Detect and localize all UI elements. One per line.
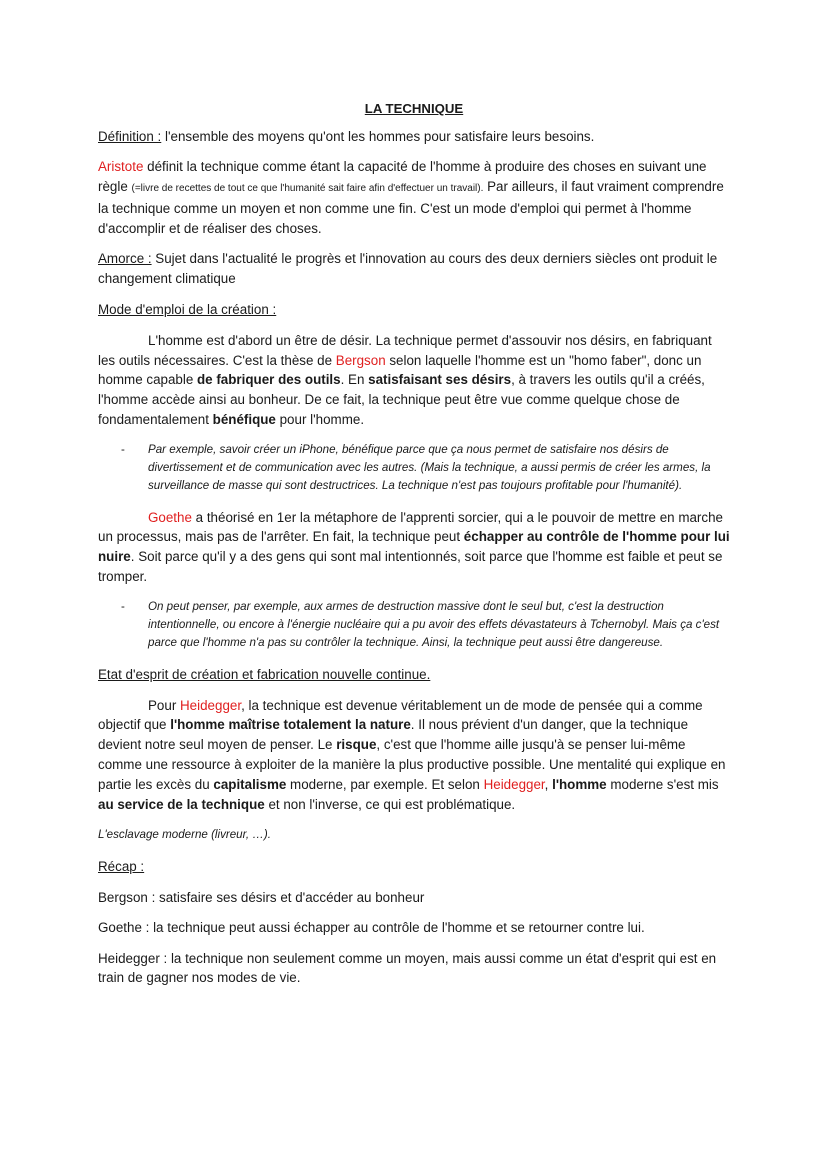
aristote-small-note: (=livre de recettes de tout ce que l'humanité sait faire afin d'effectuer un travail).: [131, 183, 484, 195]
page-title: LA TECHNIQUE: [364, 101, 464, 116]
text-run: moderne s'est mis: [606, 777, 719, 793]
amorce-text: Sujet dans l'actualité le progrès et l'innovation au cours des deux derniers siècles ont produit le changement climatique: [98, 251, 718, 287]
section-heading-etat-esprit: [98, 665, 730, 685]
heidegger-paragraph: [98, 696, 730, 815]
bullet-text: On peut penser, par exemple, aux armes de destruction massive dont le seul but, c'est la destruction intentionnelle, ou encore à l'énergie nucléaire qui a pu avoir des effets dévastateurs à Tchernobyl. Mais ça c'est parce que l'homme n'a pas su contrôler la technique. Ainsi, la technique peut aussi être dangereuse.: [148, 599, 720, 650]
bullet-dash: -: [121, 442, 125, 456]
bold-run: de fabriquer des outils: [197, 372, 341, 388]
definition-text: l'ensemble des moyens qu'ont les hommes pour satisfaire leurs besoins.: [161, 128, 595, 144]
text-run: L'homme est d'abord un être de désir. La technique permet d'assouvir nos désirs, en fabriquant les outils nécessaires. C'est la thèse de: [98, 332, 712, 368]
bullet-dash: -: [121, 599, 125, 613]
bold-run: risque: [336, 737, 377, 753]
text-run: a théorisé en 1er la métaphore de l'apprenti sorcier, qui a le pouvoir de mettre en marche un processus, mais pas de l'arrêter. En fait, la technique peut: [98, 509, 723, 545]
heidegger-name: Heidegger: [180, 697, 242, 713]
heidegger-name: Heidegger: [483, 777, 545, 793]
section-heading-creation-text: Mode d'emploi de la création :: [98, 301, 277, 317]
bold-run: l'homme maîtrise totalement la nature: [170, 717, 411, 733]
bold-run: au service de la technique: [98, 797, 265, 813]
goethe-paragraph: [98, 508, 730, 588]
text-run: moderne, par exemple. Et selon: [286, 777, 484, 793]
aristote-text-1: définit la technique comme étant la capacité de l'homme à produire des choses en suivant une règle: [98, 159, 707, 195]
section-heading-etat-esprit-text: Etat d'esprit de création et fabrication nouvelle continue.: [98, 666, 431, 682]
amorce-paragraph: [98, 249, 730, 289]
text-run: ,: [544, 777, 553, 793]
text-run: et non l'inverse, ce qui est problématique.: [264, 797, 516, 813]
goethe-name: Goethe: [148, 509, 192, 525]
bergson-name: Bergson: [335, 352, 386, 368]
bold-run: échapper au contrôle de l'homme pour lui nuire: [98, 529, 730, 565]
bold-run: l'homme: [552, 777, 607, 793]
recap-heading: [98, 857, 730, 877]
bullet-item-armes: [121, 598, 730, 653]
bold-run: satisfaisant ses désirs: [368, 372, 512, 388]
aristote-name: Aristote: [98, 159, 144, 175]
aristote-text-2: Par ailleurs, il faut vraiment comprendre la technique comme un moyen et non comme une fin. C'est un mode d'emploi qui permet à l'homme d'accomplir et de réaliser des choses.: [98, 179, 724, 237]
bergson-paragraph: [98, 331, 730, 431]
text-run: Pour: [148, 697, 181, 713]
text-run: . Soit parce qu'il y a des gens qui sont mal intentionnés, soit parce que l'homme est faible et peut se tromper.: [98, 549, 723, 585]
text-run: pour l'homme.: [275, 412, 365, 428]
recap-goethe: Goethe : la technique peut aussi échapper au contrôle de l'homme et se retourner contre lui.: [98, 920, 645, 936]
aristote-paragraph: [98, 157, 730, 239]
text-run: selon laquelle l'homme est un "homo faber", donc un homme capable: [98, 352, 702, 388]
bullet-item-iphone: [121, 441, 730, 496]
recap-bergson: Bergson : satisfaire ses désirs et d'accéder au bonheur: [98, 889, 425, 905]
bold-run: bénéfique: [212, 412, 276, 428]
bullet-text: Par exemple, savoir créer un iPhone, bénéfique parce que ça nous permet de satisfaire nos désirs de divertissement et de communication avec les autres. (Mais la technique, a aussi permis de créer les armes, la surveillance de masse qui sont destructrices. La technique n'est pas toujours profitable pour l'humanité).: [148, 442, 711, 493]
recap-label: Récap :: [98, 859, 145, 875]
text-run: . Il nous prévient d'un danger, que la technique devient notre seul moyen de penser. Le: [98, 717, 689, 753]
text-run: . En: [340, 372, 369, 388]
text-run: , à travers les outils qu'il a créés, l'homme accède ainsi au bonheur. De ce fait, la technique peut être vue comme quelque chose de fondamentalement: [98, 372, 705, 428]
definition-paragraph: [98, 127, 730, 147]
esclavage-note: L'esclavage moderne (livreur, …).: [98, 828, 271, 842]
definition-label: Définition :: [98, 128, 162, 144]
text-run: , c'est que l'homme aille jusqu'à se penser lui-même comme une ressource à exploiter de la manière la plus productive possible. Une mentalité qui explique en partie les excès du: [98, 737, 726, 793]
recap-heidegger: Heidegger : la technique non seulement comme un moyen, mais aussi comme un état d'esprit qui est en train de gagner nos modes de vie.: [98, 950, 717, 986]
section-heading-creation: [98, 300, 730, 320]
bold-run: capitalisme: [213, 777, 287, 793]
amorce-label: Amorce :: [98, 251, 152, 267]
text-run: , la technique est devenue véritablement un de mode de pensée qui a comme objectif que: [98, 697, 703, 733]
